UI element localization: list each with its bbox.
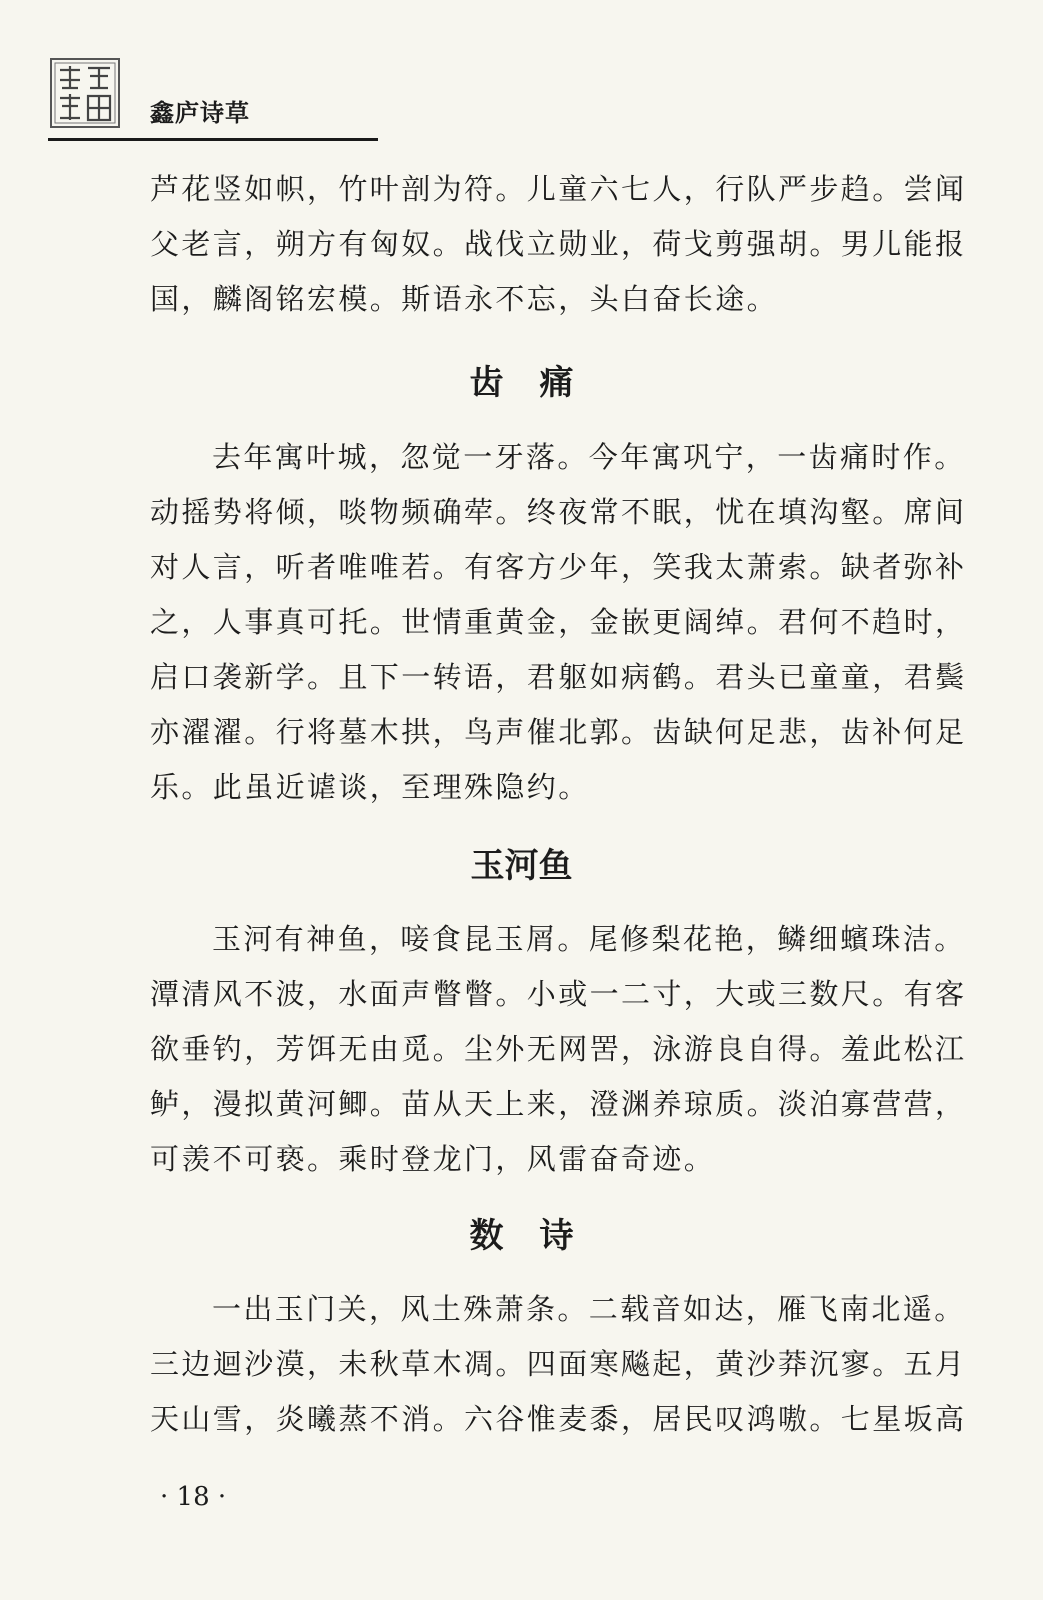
page-number: · 18 · bbox=[160, 1482, 227, 1512]
poem-title-jade-river-fish: 玉河鱼 bbox=[470, 846, 573, 886]
poem-text-jade-river-fish: 玉河有神鱼，唼食昆玉屑。尾修梨花艳，鳞细蠙珠洁。潭清风不波，水面声瞥瞥。小或一二寸，大或三数尺。有客欲垂钓，芳饵无由觅。尘外无网罟，泳游良自得。羞此松江鲈，漫拟黄河鲫。苗从天上来，澄渊养琼质。淡泊寡营营，可羡不可亵。乘时登龙门，风雷奋奇迹。 bbox=[150, 922, 967, 1176]
poem-text-toothache: 去年寓叶城，忽觉一牙落。今年寓巩宁，一齿痛时作。动摇势将倾，啖物频确荦。终夜常不眠，忧在填沟壑。席间对人言，听者唯唯若。有客方少年，笑我太萧索。缺者弥补之，人事真可托。世情重黄金，金嵌更阔绰。君何不趋时，启口袭新学。且下一转语，君躯如病鹤。君头已童童，君鬓亦濯濯。行将墓木拱，鸟声催北郭。齿缺何足悲，齿补何足乐。此虽近谑谈，至理殊隐约。 bbox=[150, 440, 967, 804]
running-title: 鑫庐诗草 bbox=[150, 99, 250, 127]
poem-text-number-poem: 一出玉门关，风土殊萧条。二载音如达，雁飞南北遥。三边迴沙漠，未秋草木凋。四面寒飚起，黄沙莽沉寥。五月天山雪，炎曦蒸不消。六谷惟麦黍，居民叹鸿嗷。七星坂高 bbox=[150, 1292, 967, 1436]
poem-title-number-poem: 数诗 bbox=[469, 1216, 610, 1256]
header-rule bbox=[48, 138, 378, 141]
seal-stamp bbox=[50, 58, 120, 128]
poem-title-toothache: 齿痛 bbox=[469, 363, 610, 403]
opening-paragraph: 芦花竖如帜，竹叶剖为符。儿童六七人，行队严步趋。尝闻父老言，朔方有匈奴。战伐立勋业，荷戈剪强胡。男儿能报国，麟阁铭宏模。斯语永不忘，头白奋长途。 bbox=[150, 172, 967, 316]
